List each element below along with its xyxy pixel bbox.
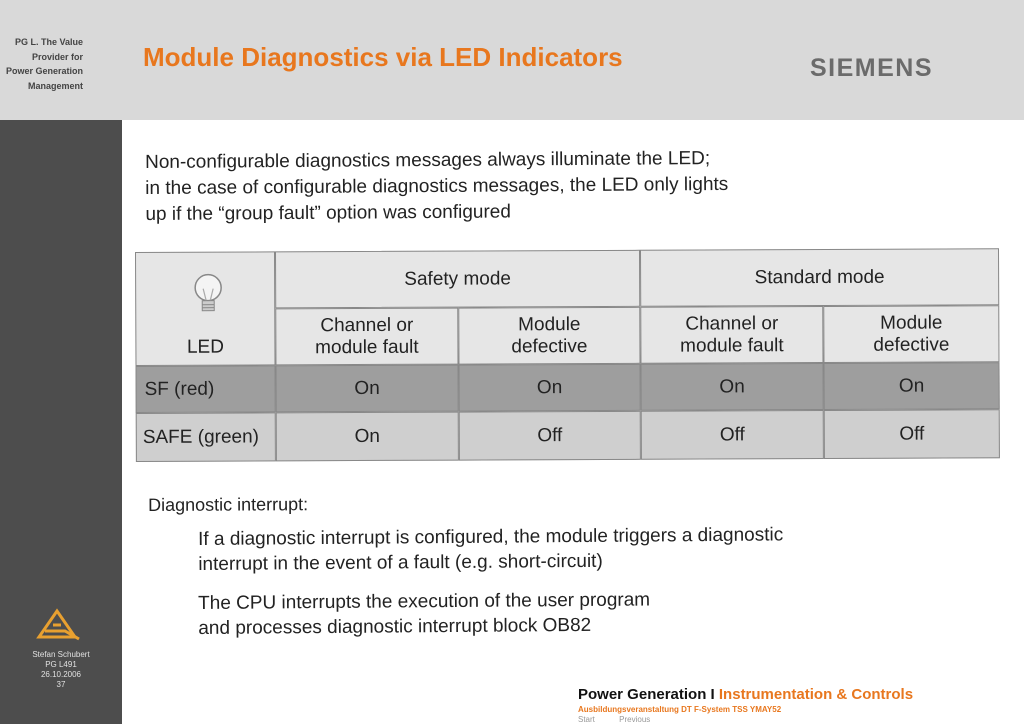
- subheader-line: module fault: [315, 336, 419, 358]
- subheader-cell: [275, 308, 458, 366]
- group-header-safety: [275, 250, 640, 309]
- led-label: LED: [186, 336, 224, 358]
- intro-line: in the case of configurable diagnostics messages, the LED only lights: [145, 173, 729, 199]
- paragraph-line: interrupt in the event of a fault (e.g. short-circuit): [198, 550, 603, 575]
- author-block: [0, 650, 122, 690]
- footer-subtitle: Ausbildungsveranstaltung DT F-System TSS YMAY52: [578, 705, 782, 714]
- cell-value: On: [536, 376, 563, 398]
- intro-line: up if the “group fault” option was configured: [145, 201, 511, 225]
- row-label-sf: [135, 365, 275, 413]
- footer-separator: I: [710, 686, 715, 703]
- diagnostic-heading: Diagnostic interrupt:: [148, 494, 309, 515]
- author-name: Stefan Schubert: [32, 650, 90, 659]
- group-label: Safety mode: [404, 267, 511, 290]
- page-title: Module Diagnostics via LED Indicators: [143, 42, 623, 72]
- org-line: Management: [27, 80, 83, 91]
- intro-line: Non-configurable diagnostics messages always illuminate the LED;: [145, 148, 711, 173]
- subheader-cell: [823, 305, 999, 363]
- pg-emblem-icon: [35, 605, 85, 645]
- led-table: [135, 248, 1000, 462]
- paragraph-line: The CPU interrupts the execution of the user program: [198, 589, 651, 614]
- cell-value: Off: [719, 423, 745, 445]
- subheader-cell: [640, 306, 823, 364]
- org-line: Power Generation: [5, 66, 83, 76]
- footer-title: [578, 686, 913, 703]
- led-header-cell: [135, 251, 275, 366]
- cell-value: On: [898, 375, 925, 397]
- cell-value: On: [354, 425, 381, 447]
- subheader-cell: [458, 307, 640, 365]
- subheader-line: defective: [873, 333, 950, 356]
- org-line: PG L. The Value: [14, 37, 83, 47]
- cell-value: On: [719, 375, 745, 397]
- row-label: SAFE (green): [142, 425, 260, 448]
- light-bulb-icon: [191, 271, 225, 323]
- row-label-safe: [136, 412, 276, 462]
- intro-text: [145, 146, 729, 228]
- table-cell: [458, 364, 640, 412]
- author-date: 26.10.2006: [40, 670, 82, 679]
- org-line: Provider for: [31, 51, 83, 62]
- author-dept: PG L491: [45, 660, 77, 669]
- subheader-line: module fault: [680, 334, 784, 357]
- table-cell: [459, 411, 641, 461]
- cell-value: Off: [537, 424, 563, 446]
- table-cell: [275, 365, 458, 413]
- nav-start-link[interactable]: Start: [578, 715, 595, 724]
- paragraph-line: and processes diagnostic interrupt block OB82: [198, 614, 592, 639]
- subheader-line: defective: [511, 335, 588, 357]
- diagnostic-paragraph: [198, 587, 650, 641]
- row-label: SF (red): [144, 378, 215, 400]
- siemens-logo: SIEMENS: [810, 54, 934, 82]
- table-cell: [824, 409, 1000, 459]
- footer-main: Power Generation: [578, 686, 707, 703]
- group-header-standard: [640, 248, 999, 307]
- diagnostic-paragraph: [198, 522, 783, 577]
- table-cell: [641, 410, 824, 460]
- page-number: 37: [56, 680, 66, 689]
- subheader-line: Module: [518, 313, 581, 335]
- group-label: Standard mode: [754, 266, 885, 288]
- footer-accent: Instrumentation & Controls: [718, 686, 914, 703]
- cell-value: On: [354, 377, 380, 399]
- paragraph-line: If a diagnostic interrupt is configured, the module triggers a diagnostic: [198, 524, 784, 550]
- nav-previous-link[interactable]: Previous: [619, 715, 651, 724]
- subheader-line: Channel or: [320, 314, 414, 336]
- cell-value: Off: [899, 423, 925, 445]
- org-label: [0, 35, 83, 93]
- table-cell: [640, 363, 823, 411]
- subheader-line: Channel or: [685, 312, 779, 335]
- table-cell: [823, 362, 999, 410]
- slide-nav: [578, 715, 672, 724]
- table-cell: [276, 412, 459, 462]
- subheader-line: Module: [880, 311, 943, 334]
